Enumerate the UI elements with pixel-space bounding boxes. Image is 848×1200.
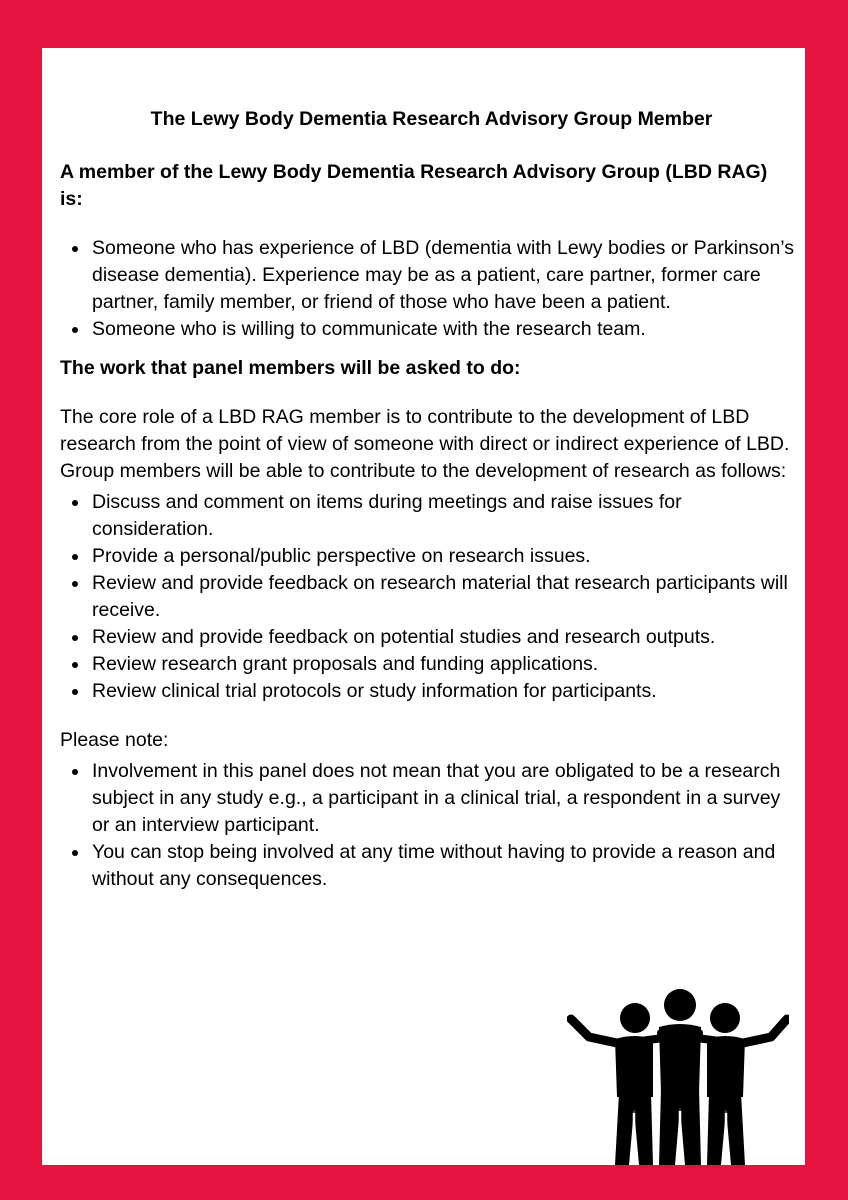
list-item: Provide a personal/public perspective on research issues.	[92, 543, 795, 570]
document-content	[60, 106, 795, 893]
list-item: Someone who has experience of LBD (dementia with Lewy bodies or Parkinson’s disease dementia). Experience may be as a patient, care partner, former care partner, family member, or friend of those who have been a patient.	[92, 235, 795, 316]
work-intro: The core role of a LBD RAG member is to contribute to the development of LBD research from the point of view of someone with direct or indirect experience of LBD. Group members will be able to contribute to the development of research as follows:	[60, 406, 790, 482]
list-item: Review and provide feedback on potential studies and research outputs.	[92, 624, 795, 651]
intro-heading: A member of the Lewy Body Dementia Research Advisory Group (LBD RAG) is:	[60, 161, 768, 210]
list-item: Discuss and comment on items during meetings and raise issues for consideration.	[92, 489, 795, 543]
document-page	[42, 48, 805, 1165]
list-item: Review research grant proposals and funding applications.	[92, 651, 795, 678]
member-criteria-list	[60, 235, 795, 343]
list-item: Someone who is willing to communicate with the research team.	[92, 316, 795, 343]
work-heading: The work that panel members will be asked to do:	[60, 357, 521, 379]
list-item: Review and provide feedback on research material that research participants will receive.	[92, 570, 795, 624]
group-of-people-icon	[567, 989, 789, 1165]
note-items-list	[60, 758, 795, 893]
list-item: Involvement in this panel does not mean that you are obligated to be a research subject in any study e.g., a participant in a clinical trial, a respondent in a survey or an interview participant.	[92, 758, 795, 839]
list-item: Review clinical trial protocols or study information for participants.	[92, 678, 795, 705]
list-item: You can stop being involved at any time without having to provide a reason and without any consequences.	[92, 839, 795, 893]
work-items-list	[60, 489, 795, 705]
document-title: The Lewy Body Dementia Research Advisory Group Member	[150, 108, 713, 130]
note-label: Please note:	[60, 729, 169, 751]
